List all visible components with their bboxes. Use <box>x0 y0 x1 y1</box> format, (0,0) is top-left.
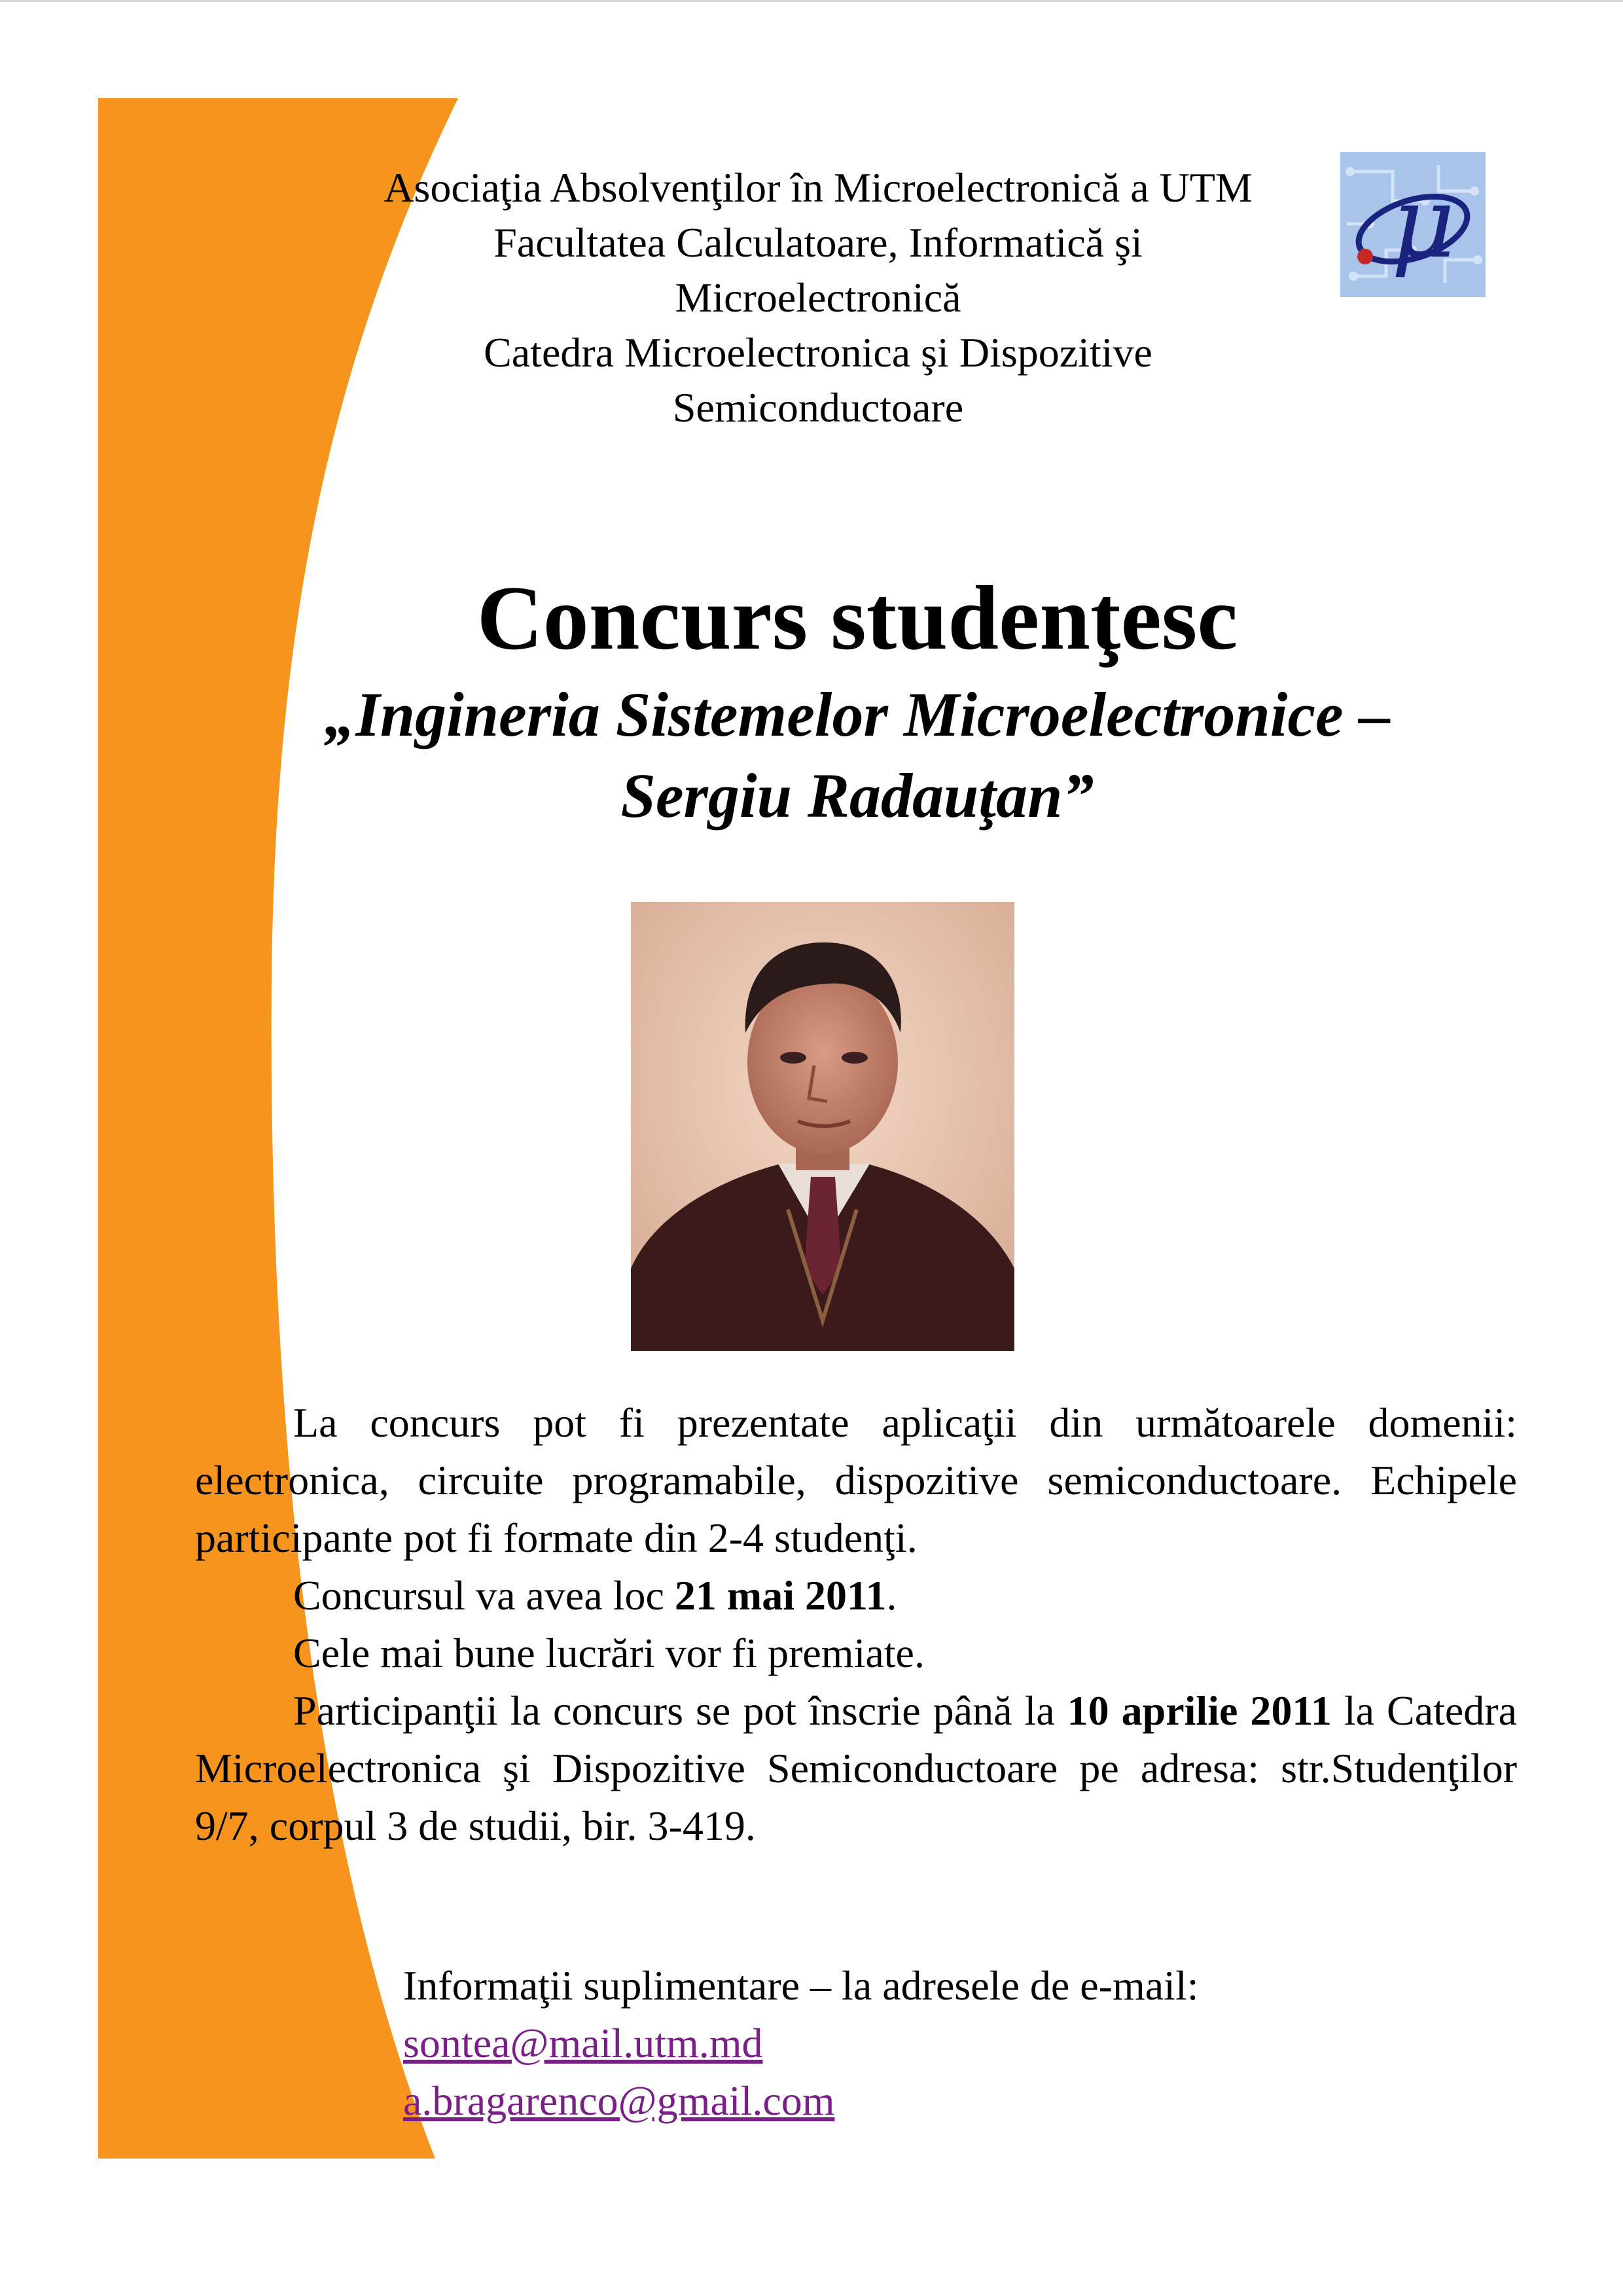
contest-name-line1: „Ingineria Sistemelor Microelectronice – <box>324 679 1391 749</box>
contest-name-line2: Sergiu Radauţan” <box>620 761 1094 831</box>
header-faculty: Facultatea Calculatoare, Informatică şi <box>493 219 1143 266</box>
contact-intro: Informaţii suplimentare – la adresele de e-mail: <box>403 1962 1199 2009</box>
organization-header <box>281 160 1355 435</box>
description-prizes: Cele mai bune lucrări vor fi premiate. <box>293 1630 925 1676</box>
description-registration <box>195 1682 1517 1855</box>
contact-info <box>403 1957 1516 2130</box>
mu-microelectronics-logo-icon <box>1340 152 1486 297</box>
email-link-sontea[interactable]: sontea@mail.utm.md <box>403 2020 763 2066</box>
svg-text:μ: μ <box>1391 166 1455 280</box>
header-association: Asociaţia Absolvenţilor în Microelectronică a UTM <box>383 164 1253 211</box>
page-title: Concurs studenţesc <box>476 567 1238 669</box>
date-end: . <box>886 1572 897 1619</box>
email-link-bragarenco[interactable]: a.bragarenco@gmail.com <box>403 2077 835 2124</box>
registration-deadline: 10 aprilie 2011 <box>1067 1687 1332 1734</box>
header-department-cont: Semiconductoare <box>672 384 964 431</box>
contest-name <box>196 674 1518 836</box>
registration-address: la Catedra Microelectronica şi Dispozitive Semiconductoare pe adresa: str.Studenţilor 9/7, corpul 3 de studii, bir. 3-419. <box>195 1687 1518 1849</box>
description-domains: La concurs pot fi prezentate aplicaţii din următoarele domenii: electronica, circuite programabile, dispozitive semiconductoare. Echipele participante pot fi formate din 2-4 studenţi. <box>195 1399 1517 1561</box>
portrait-photo <box>631 902 1014 1351</box>
header-department: Catedra Microelectronica şi Dispozitive <box>484 329 1152 376</box>
contest-description <box>195 1394 1517 1855</box>
registration-intro: Participanţii la concurs se pot înscrie până la <box>293 1687 1067 1734</box>
date-intro: Concursul va avea loc <box>293 1572 675 1619</box>
contest-date: 21 mai 2011 <box>674 1572 887 1619</box>
header-faculty-cont: Microelectronică <box>675 274 961 321</box>
description-date <box>195 1567 1517 1624</box>
